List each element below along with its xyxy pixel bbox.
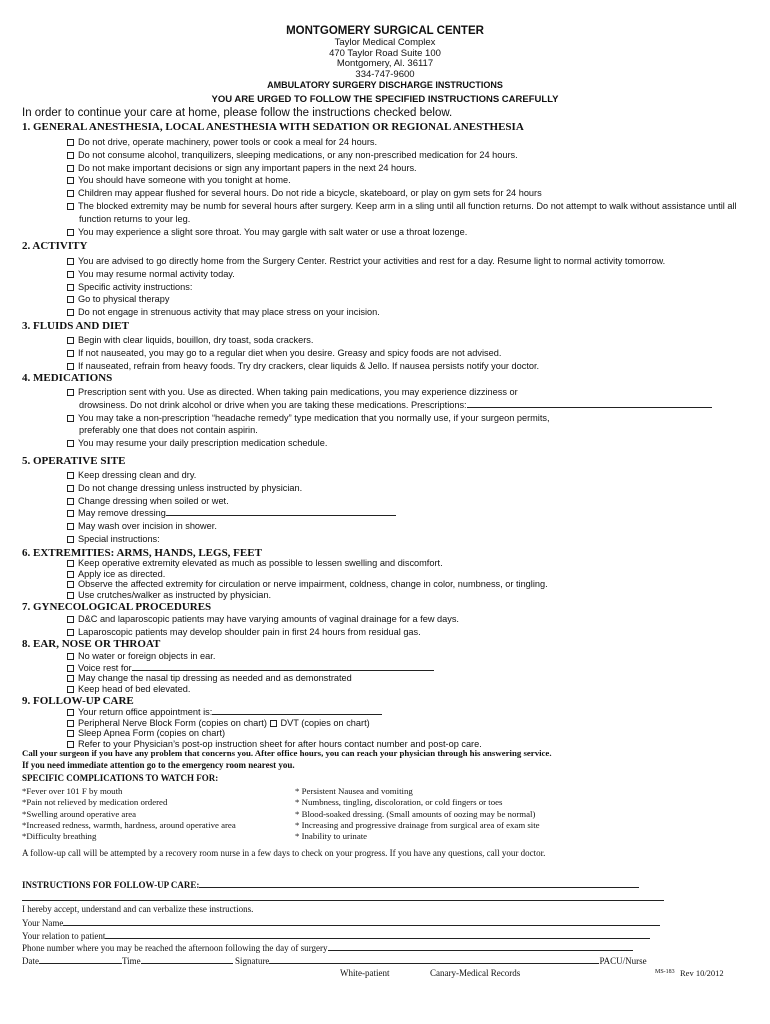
complication-item: *Difficulty breathing	[22, 831, 97, 842]
address-line-3: Montgomery, Al. 36117	[336, 58, 434, 70]
appointment-field[interactable]	[212, 706, 382, 715]
checklist-item[interactable]: Laparoscopic patients may develop shoulder pain in first 24 hours from residual gas.	[67, 626, 750, 639]
urge-notice: YOU ARE URGED TO FOLLOW THE SPECIFIED INSTRUCTIONS CAREFULLY	[211, 94, 559, 106]
checklist-item[interactable]: Special instructions:	[67, 533, 750, 546]
checklist-item[interactable]: Specific activity instructions:	[67, 281, 750, 294]
form-header	[0, 24, 770, 106]
checklist-item[interactable]: Prescription sent with you. Use as directed. When taking pain medications, you may experience dizziness or	[67, 386, 750, 399]
complication-item: * Persistent Nausea and vomiting	[295, 786, 413, 796]
checkbox-icon[interactable]	[67, 709, 74, 716]
checkbox-icon[interactable]	[67, 165, 74, 172]
section-items-follow-up	[67, 706, 750, 749]
checklist-item[interactable]: Keep dressing clean and dry.	[67, 469, 750, 482]
checklist-item[interactable]: Sleep Apnea Form (copies on chart)	[67, 728, 750, 739]
checklist-item[interactable]: You may resume normal activity today.	[67, 268, 750, 281]
center-name: MONTGOMERY SURGICAL CENTER	[286, 25, 484, 37]
checklist-item[interactable]: Do not change dressing unless instructed by physician.	[67, 482, 750, 495]
section-heading-medications: 4. MEDICATIONS	[22, 372, 113, 384]
checkbox-icon[interactable]	[67, 720, 74, 727]
checkbox-icon[interactable]	[67, 653, 74, 660]
section-heading-extremities: 6. EXTREMITIES: ARMS, HANDS, LEGS, FEET	[22, 547, 262, 559]
checkbox-icon[interactable]	[67, 686, 74, 693]
checkbox-icon[interactable]	[67, 350, 74, 357]
checkbox-icon[interactable]	[67, 485, 74, 492]
intro-text: In order to continue your care at home, please follow the instructions checked below.	[22, 107, 453, 119]
your-name-field[interactable]	[63, 917, 660, 926]
checkbox-icon[interactable]	[67, 498, 74, 505]
section-items-anesthesia	[67, 136, 750, 238]
checklist-item[interactable]: No water or foreign objects in ear.	[67, 651, 750, 662]
checkbox-icon[interactable]	[67, 510, 74, 517]
complications-left-column	[22, 786, 292, 842]
checkbox-icon[interactable]	[67, 440, 74, 447]
checkbox-icon[interactable]	[67, 523, 74, 530]
checkbox-icon[interactable]	[67, 536, 74, 543]
date-time-signature-row: Date Time Signature PACU/Nurse	[22, 956, 647, 966]
checklist-item[interactable]: You should have someone with you tonight at home.	[67, 174, 750, 187]
checkbox-icon[interactable]	[67, 258, 74, 265]
checkbox-icon[interactable]	[67, 472, 74, 479]
checklist-item[interactable]: May change the nasal tip dressing as needed and as demonstrated	[67, 673, 750, 684]
checkbox-icon[interactable]	[67, 592, 74, 599]
checklist-item[interactable]: May wash over incision in shower.	[67, 520, 750, 533]
call-surgeon-notice: Call your surgeon if you have any problem that concerns you. After office hours, you can reach your physician through his answering service.	[22, 748, 552, 758]
accept-statement: I hereby accept, understand and can verbalize these instructions.	[22, 904, 254, 914]
checklist-item[interactable]: Do not engage in strenuous activity that may place stress on your incision.	[67, 306, 750, 319]
complication-item: * Blood-soaked dressing. (Small amounts of oozing may be normal)	[295, 808, 536, 819]
complications-right-column	[295, 786, 695, 842]
section-heading-ent: 8. EAR, NOSE OR THROAT	[22, 638, 161, 650]
section-heading-follow-up: 9. FOLLOW-UP CARE	[22, 695, 134, 707]
section-items-extremities	[67, 558, 750, 600]
checklist-item[interactable]: Children may appear flushed for several hours. Do not ride a bicycle, skateboard, or play on gym sets for 24 hours	[67, 187, 750, 200]
checkbox-icon[interactable]	[67, 139, 74, 146]
checkbox-icon[interactable]	[67, 271, 74, 278]
voice-rest-field[interactable]	[132, 662, 434, 671]
checkbox-icon[interactable]	[67, 665, 74, 672]
section-items-ent	[67, 651, 750, 694]
checkbox-icon[interactable]	[67, 337, 74, 344]
checklist-item[interactable]: Change dressing when soiled or wet.	[67, 495, 750, 508]
checkbox-icon[interactable]	[67, 415, 74, 422]
section-heading-anesthesia: 1. GENERAL ANESTHESIA, LOCAL ANESTHESIA WITH SEDATION OR REGIONAL ANESTHESIA	[22, 121, 524, 133]
checklist-item[interactable]: The blocked extremity may be numb for several hours after surgery. Keep arm in a sling until all function returns. Do not attempt to walk without assistance until all function returns to your leg.	[67, 200, 750, 226]
checkbox-icon[interactable]	[67, 730, 74, 737]
checklist-item[interactable]: You may experience a slight sore throat. You may gargle with salt water or use a throat lozenge.	[67, 226, 750, 239]
follow-up-call-text: A follow-up call will be attempted by a recovery room nurse in a few days to check on your progress. If you have any questions, call your doctor.	[22, 848, 546, 858]
checkbox-icon[interactable]	[67, 571, 74, 578]
time-field[interactable]	[141, 955, 233, 964]
checkbox-icon[interactable]	[67, 581, 74, 588]
checkbox-icon[interactable]	[67, 203, 74, 210]
date-field[interactable]	[39, 955, 122, 964]
checklist-item[interactable]: Begin with clear liquids, bouillon, dry toast, soda crackers.	[67, 334, 750, 347]
checkbox-icon[interactable]	[67, 177, 74, 184]
checklist-item[interactable]: May remove dressing	[67, 507, 750, 520]
complications-heading: SPECIFIC COMPLICATIONS TO WATCH FOR:	[22, 773, 219, 783]
checklist-item[interactable]: Do not make important decisions or sign any important papers in the next 24 hours.	[67, 162, 750, 175]
instructions-follow-up-field[interactable]	[199, 879, 639, 888]
revision-date: Rev 10/2012	[680, 968, 724, 978]
complication-item: *Swelling around operative area	[22, 808, 137, 819]
checkbox-icon[interactable]	[67, 560, 74, 567]
form-number: MS-183	[655, 969, 675, 975]
checklist-item[interactable]: Keep operative extremity elevated as much as possible to lessen swelling and discomfort.	[67, 558, 750, 569]
checklist-item[interactable]: Keep head of bed elevated.	[67, 684, 750, 695]
checkbox-icon[interactable]	[67, 229, 74, 236]
copy-white: White-patient	[340, 968, 390, 978]
copy-canary: Canary-Medical Records	[430, 968, 521, 978]
checkbox-icon[interactable]	[67, 190, 74, 197]
checkbox-icon[interactable]	[67, 296, 74, 303]
checklist-item[interactable]: If not nauseated, you may go to a regular diet when you desire. Greasy and spicy foods are not advised.	[67, 347, 750, 360]
signature-field[interactable]	[269, 955, 599, 964]
complication-item: * Inability to urinate	[295, 831, 368, 842]
checklist-item[interactable]: If nauseated, refrain from heavy foods. Try dry crackers, clear liquids & Jello. If nausea persists notify your doctor.	[67, 360, 750, 373]
checklist-item[interactable]: Use crutches/walker as instructed by physician.	[67, 590, 750, 601]
complication-item: * Increasing and progressive drainage from surgical area of exam site	[295, 819, 540, 830]
checkbox-icon[interactable]	[67, 363, 74, 370]
emergency-notice: If you need immediate attention go to the emergency room nearest you.	[22, 760, 295, 770]
checklist-item[interactable]: Voice rest for	[67, 662, 750, 674]
checklist-item[interactable]: Peripheral Nerve Block Form (copies on chart) DVT (copies on chart)	[67, 718, 750, 729]
address-line-1: Taylor Medical Complex	[334, 37, 436, 48]
checklist-item[interactable]: Do not consume alcohol, tranquilizers, sleeping medications, or any non-prescribed medication for 24 hours.	[67, 149, 750, 162]
checklist-continuation: drowsiness. Do not drink alcohol or drive when you are taking these medications. Prescriptions:	[67, 399, 750, 412]
phone-line: 334-747-9600	[355, 68, 415, 80]
complication-item: *Pain not relieved by medication ordered	[22, 797, 168, 808]
checkbox-icon[interactable]	[67, 616, 74, 623]
complication-item: * Numbness, tingling, discoloration, or cold fingers or toes	[295, 797, 503, 808]
section-items-operative-site	[67, 469, 750, 546]
checkbox-icon[interactable]	[270, 720, 277, 727]
checklist-item[interactable]: You may take a non-prescription “headache remedy” type medication that you normally use, if your surgeon permits,	[67, 412, 750, 425]
relation-row: Your relation to patient	[22, 930, 650, 941]
checkbox-icon[interactable]	[67, 152, 74, 159]
section-heading-operative-site: 5. OPERATIVE SITE	[22, 455, 126, 467]
checkbox-icon[interactable]	[67, 309, 74, 316]
instructions-follow-up-row: INSTRUCTIONS FOR FOLLOW-UP CARE:	[22, 879, 639, 890]
complication-item: *Increased redness, warmth, hardness, around operative area	[22, 819, 236, 830]
checklist-item[interactable]: Observe the affected extremity for circulation or nerve impairment, coldness, change in color, numbness, or tingling.	[67, 579, 750, 590]
checklist-item[interactable]: You may resume your daily prescription medication schedule.	[67, 437, 750, 450]
checklist-item[interactable]: Go to physical therapy	[67, 293, 750, 306]
address-line-2: 470 Taylor Road Suite 100	[329, 47, 441, 59]
prescriptions-field[interactable]	[467, 399, 712, 408]
remove-dressing-field[interactable]	[166, 507, 396, 516]
section-heading-fluids-diet: 3. FLUIDS AND DIET	[22, 320, 129, 332]
complication-item: *Fever over 101 F by mouth	[22, 786, 123, 796]
checklist-item[interactable]: You are advised to go directly home from the Surgery Center. Restrict your activities and rest for a day. Resume light to normal activity tomorrow.	[67, 255, 750, 268]
your-name-row: Your Name	[22, 917, 660, 928]
checkbox-icon[interactable]	[67, 629, 74, 636]
section-items-gynecological	[67, 613, 750, 639]
phone-row: Phone number where you may be reached the afternoon following the day of surgery	[22, 942, 633, 953]
checklist-continuation: preferably one that does not contain aspirin.	[79, 425, 258, 436]
checklist-item[interactable]: D&C and laparoscopic patients may have varying amounts of vaginal drainage for a few days.	[67, 613, 750, 626]
section-items-medications	[67, 386, 750, 450]
section-items-activity	[67, 255, 750, 319]
blank-line-row	[22, 892, 664, 903]
checklist-item[interactable]: Apply ice as directed.	[67, 569, 750, 580]
section-heading-activity: 2. ACTIVITY	[22, 240, 88, 252]
checklist-item[interactable]: Refer to your Physician’s post-op instruction sheet for after hours contact number and post-op care.	[67, 739, 750, 750]
relation-field[interactable]	[105, 930, 650, 939]
section-items-fluids-diet	[67, 334, 750, 372]
checkbox-icon[interactable]	[67, 284, 74, 291]
instructions-follow-up-field-2[interactable]	[22, 892, 664, 901]
checklist-item[interactable]: Do not drive, operate machinery, power tools or cook a meal for 24 hours.	[67, 136, 750, 149]
form-subtitle: AMBULATORY SURGERY DISCHARGE INSTRUCTIONS	[267, 80, 503, 91]
checkbox-icon[interactable]	[67, 741, 74, 748]
section-heading-gynecological: 7. GYNECOLOGICAL PROCEDURES	[22, 601, 212, 613]
checkbox-icon[interactable]	[67, 389, 74, 396]
checkbox-icon[interactable]	[67, 675, 74, 682]
checklist-item[interactable]: Your return office appointment is:	[67, 706, 750, 718]
phone-field[interactable]	[328, 942, 633, 951]
